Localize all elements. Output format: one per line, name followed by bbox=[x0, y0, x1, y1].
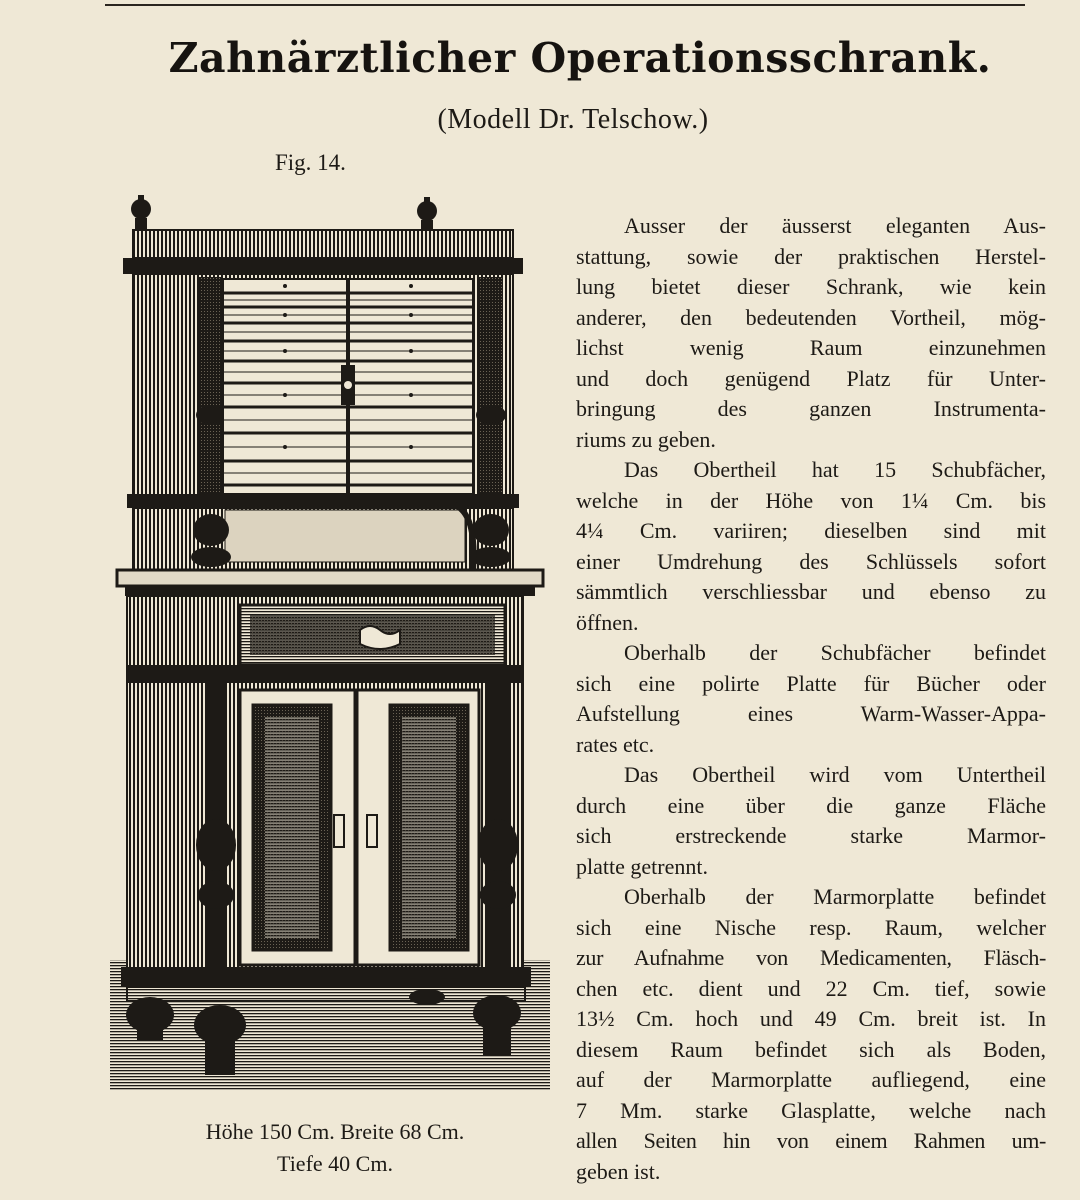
top-rule bbox=[105, 4, 1025, 6]
drawer-bank bbox=[223, 279, 473, 494]
text-line: Oberhalb der Marmorplatte befindet bbox=[624, 884, 1046, 909]
page-subtitle: (Modell Dr. Telschow.) bbox=[437, 104, 709, 135]
finial-right bbox=[417, 197, 437, 232]
cabinet-illustration bbox=[105, 185, 555, 1100]
text-line: Das Obertheil wird vom Untertheil bbox=[624, 762, 1046, 787]
text-line: bringung des ganzen Instrumenta- bbox=[576, 396, 1046, 421]
text-line: einer Umdrehung des Schlüssels sofort bbox=[576, 548, 1046, 574]
text-line: zur Aufnahme von Medicamenten, Fläsch- bbox=[576, 945, 1046, 970]
figure-label: Fig. 14. bbox=[275, 150, 346, 175]
text-line: diesem Raum befindet sich als Boden, bbox=[576, 1036, 1046, 1062]
text-line: welche in der Höhe von 1¼ Cm. bis bbox=[576, 487, 1046, 513]
text-line: 13½ Cm. hoch und 49 Cm. breit ist. In bbox=[576, 1006, 1046, 1031]
text-line: stattung, sowie der praktischen Herstel- bbox=[576, 243, 1046, 269]
page-title: Zahnärztlicher Operationsschrank. bbox=[168, 34, 992, 82]
text-line: platte getrennt. bbox=[576, 853, 708, 879]
text-line: Oberhalb der Schubfächer befindet bbox=[624, 640, 1046, 665]
text-line: sich erstreckende starke Marmor- bbox=[576, 823, 1046, 848]
text-line: sämmtlich verschliessbar und ebenso zu bbox=[576, 579, 1046, 604]
text-line: durch eine über die ganze Fläche bbox=[576, 792, 1046, 818]
text-line: auf der Marmorplatte aufliegend, eine bbox=[576, 1067, 1046, 1092]
text-line: Das Obertheil hat 15 Schubfächer, bbox=[624, 457, 1046, 482]
text-line: 7 Mm. starke Glasplatte, welche nach bbox=[576, 1097, 1046, 1123]
text-line: rates etc. bbox=[576, 731, 655, 757]
text-line: lung bietet dieser Schrank, wie kein bbox=[576, 274, 1046, 299]
text-line: riums zu geben. bbox=[576, 426, 716, 452]
text-line: 4¼ Cm. variiren; dieselben sind mit bbox=[576, 518, 1046, 543]
text-line: lichst wenig Raum einzunehmen bbox=[576, 335, 1046, 360]
text-line: Aufstellung eines Warm-Wasser-Appa- bbox=[576, 701, 1046, 726]
text-line: allen Seiten hin von einem Rahmen um- bbox=[576, 1128, 1046, 1153]
finial-left bbox=[131, 195, 151, 230]
text-line: und doch genügend Platz für Unter- bbox=[576, 365, 1046, 391]
dimension-caption-line-2: Tiefe 40 Cm. bbox=[277, 1151, 393, 1176]
text-line: öffnen. bbox=[576, 609, 639, 635]
text-line: sich eine Nische resp. Raum, welcher bbox=[576, 914, 1046, 940]
dimension-caption-line-1: Höhe 150 Cm. Breite 68 Cm. bbox=[205, 1119, 465, 1144]
text-line: sich eine polirte Platte für Bücher oder bbox=[576, 670, 1046, 696]
text-line: anderer, den bedeutenden Vortheil, mög- bbox=[576, 304, 1046, 330]
text-line: chen etc. dient und 22 Cm. tief, sowie bbox=[576, 975, 1046, 1001]
body-text bbox=[576, 211, 1046, 1187]
text-line: geben ist. bbox=[576, 1158, 661, 1184]
marble-slab bbox=[117, 570, 543, 586]
text-line: Ausser der äusserst eleganten Aus- bbox=[624, 213, 1046, 238]
